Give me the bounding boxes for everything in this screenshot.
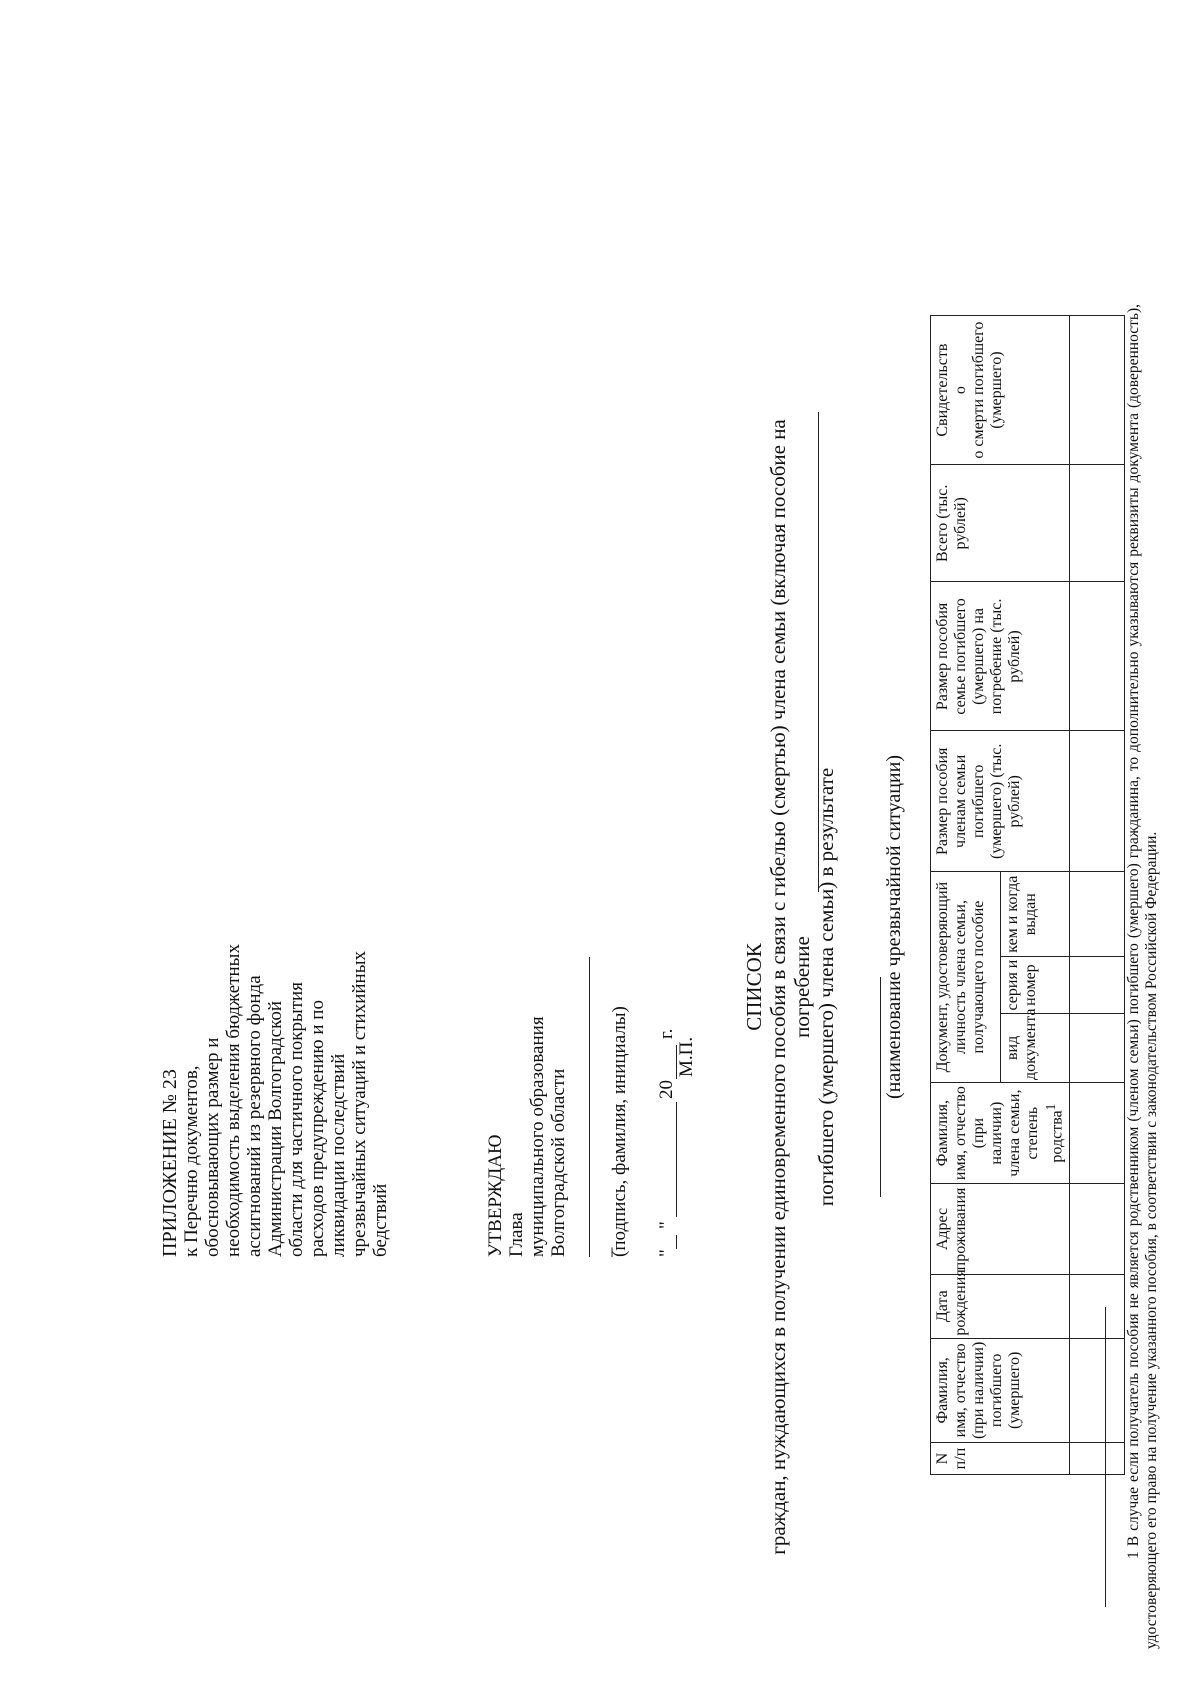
header-total: Всего (тыс. рублей) xyxy=(931,465,1070,582)
date-year-suffix: г. xyxy=(656,1028,677,1039)
table-row xyxy=(1070,316,1125,1475)
list-subtitle: погребение xyxy=(790,936,814,1038)
header-certificate-line: Свидетельств xyxy=(934,343,951,437)
list-title: СПИСОК xyxy=(742,943,766,1031)
appendix-line: бедствий xyxy=(370,1183,391,1257)
date-month-line xyxy=(676,1102,677,1217)
table-cell xyxy=(1070,465,1125,582)
header-birth-date: Дата рождения xyxy=(931,1274,1070,1338)
appendix-line: Администрации Волгоградской xyxy=(265,1000,286,1257)
header-benefit-burial: Размер пособия семье погибшего (умершего) на погребение (тыс. рублей) xyxy=(931,582,1070,731)
table-cell xyxy=(1070,1083,1125,1184)
signature-line xyxy=(589,957,590,1257)
approval-block xyxy=(485,837,696,1257)
footnote xyxy=(1125,304,1171,1649)
header-relative-name xyxy=(931,1083,1070,1184)
date-quote-open: " xyxy=(656,1249,677,1257)
situation-caption: (наименование чрезвычайной ситуации) xyxy=(883,755,905,1099)
header-deceased-name: Фамилия, имя, отчество (при наличии) погибшего (умершего) xyxy=(931,1338,1070,1442)
table-cell xyxy=(1070,1443,1125,1475)
header-death-certificate xyxy=(931,316,1070,465)
table-cell xyxy=(1070,1013,1125,1082)
table-cell xyxy=(1070,1338,1125,1442)
approval-heading: УТВЕРЖДАЮ xyxy=(485,1134,506,1257)
date-quote-close: " xyxy=(656,1221,677,1229)
header-benefit-members: Размер пособия членам семьи погибшего (умершего) (тыс. рублей) xyxy=(931,731,1070,872)
header-identity-document: Документ, удостоверяющий личность члена семьи, получающего пособие xyxy=(931,872,1001,1083)
header-number: N п/п xyxy=(931,1443,1070,1475)
table-cell xyxy=(1070,872,1125,957)
approval-date xyxy=(656,837,696,1257)
table-cell xyxy=(1070,316,1125,465)
header-document-issued: кем и когда выдан xyxy=(1000,872,1070,957)
date-day-line xyxy=(676,1235,677,1249)
appendix-line: расходов предупреждению и по xyxy=(307,1000,328,1257)
footnote-rule xyxy=(1105,1307,1106,1607)
appendix-line: к Перечню документов, xyxy=(181,1065,202,1257)
appendix-line: обосновывающих размер и xyxy=(202,1037,223,1257)
signature-caption: (подпись, фамилия, инициалы) xyxy=(609,1006,630,1257)
list-title-block xyxy=(742,317,838,1657)
appendix-line: ликвидации последствий xyxy=(328,1053,349,1257)
appendix-line: области для частичного покрытия xyxy=(286,982,307,1257)
header-document-series: серия и номер xyxy=(1000,957,1070,1013)
footnote-marker: 1 xyxy=(1043,1103,1058,1111)
benefit-list-table xyxy=(930,315,1125,1475)
header-certificate-line: о xyxy=(952,386,969,395)
approval-position: муниципального образования xyxy=(527,1016,548,1257)
appendix-line: ассигнований из резервного фонда xyxy=(244,975,265,1257)
list-subtitle: граждан, нуждающихся в получении единовременного пособия в связи с гибелью (смертью) члена семьи (включая пособие на xyxy=(766,419,790,1555)
approval-position: Волгоградской области xyxy=(548,1068,569,1257)
list-subtitle: погибшего (умершего) члена семьи) в результате xyxy=(814,767,838,1207)
appendix-title: ПРИЛОЖЕНИЕ № 23 xyxy=(159,1069,181,1257)
appendix-header xyxy=(160,817,391,1257)
header-document-type: вид документа xyxy=(1000,1013,1070,1082)
situation-line xyxy=(880,977,881,1197)
header-relative-text: Фамилия, имя, отчество (при наличии) члена семьи, степень родства xyxy=(934,1086,1066,1181)
table-cell xyxy=(1070,731,1125,872)
header-certificate-line: о смерти погибшего (умершего) xyxy=(970,321,1005,459)
footnote-text: 1 В случае если получатель пособия не является родственником (членом семьи) погибшего (умершего) гражданина, то дополнительно указываются реквизиты документа (доверенность), удостоверяющего его право на получение указанного пособия, в соответствии с законодательством Российской Федерации. xyxy=(1125,304,1160,1649)
header-address: Адрес проживания xyxy=(931,1184,1070,1275)
stamp-place: М.П. xyxy=(676,1036,697,1077)
table-cell xyxy=(1070,1184,1125,1275)
appendix-line: необходимость выделения бюджетных xyxy=(223,944,244,1257)
approval-position: Глава xyxy=(506,1212,527,1257)
table-cell xyxy=(1070,957,1125,1013)
table-cell xyxy=(1070,582,1125,731)
appendix-line: чрезвычайных ситуаций и стихийных xyxy=(349,951,370,1257)
table-cell xyxy=(1070,1274,1125,1338)
date-year-prefix: 20 xyxy=(656,1080,677,1099)
signature-dash: _ xyxy=(594,1247,615,1257)
